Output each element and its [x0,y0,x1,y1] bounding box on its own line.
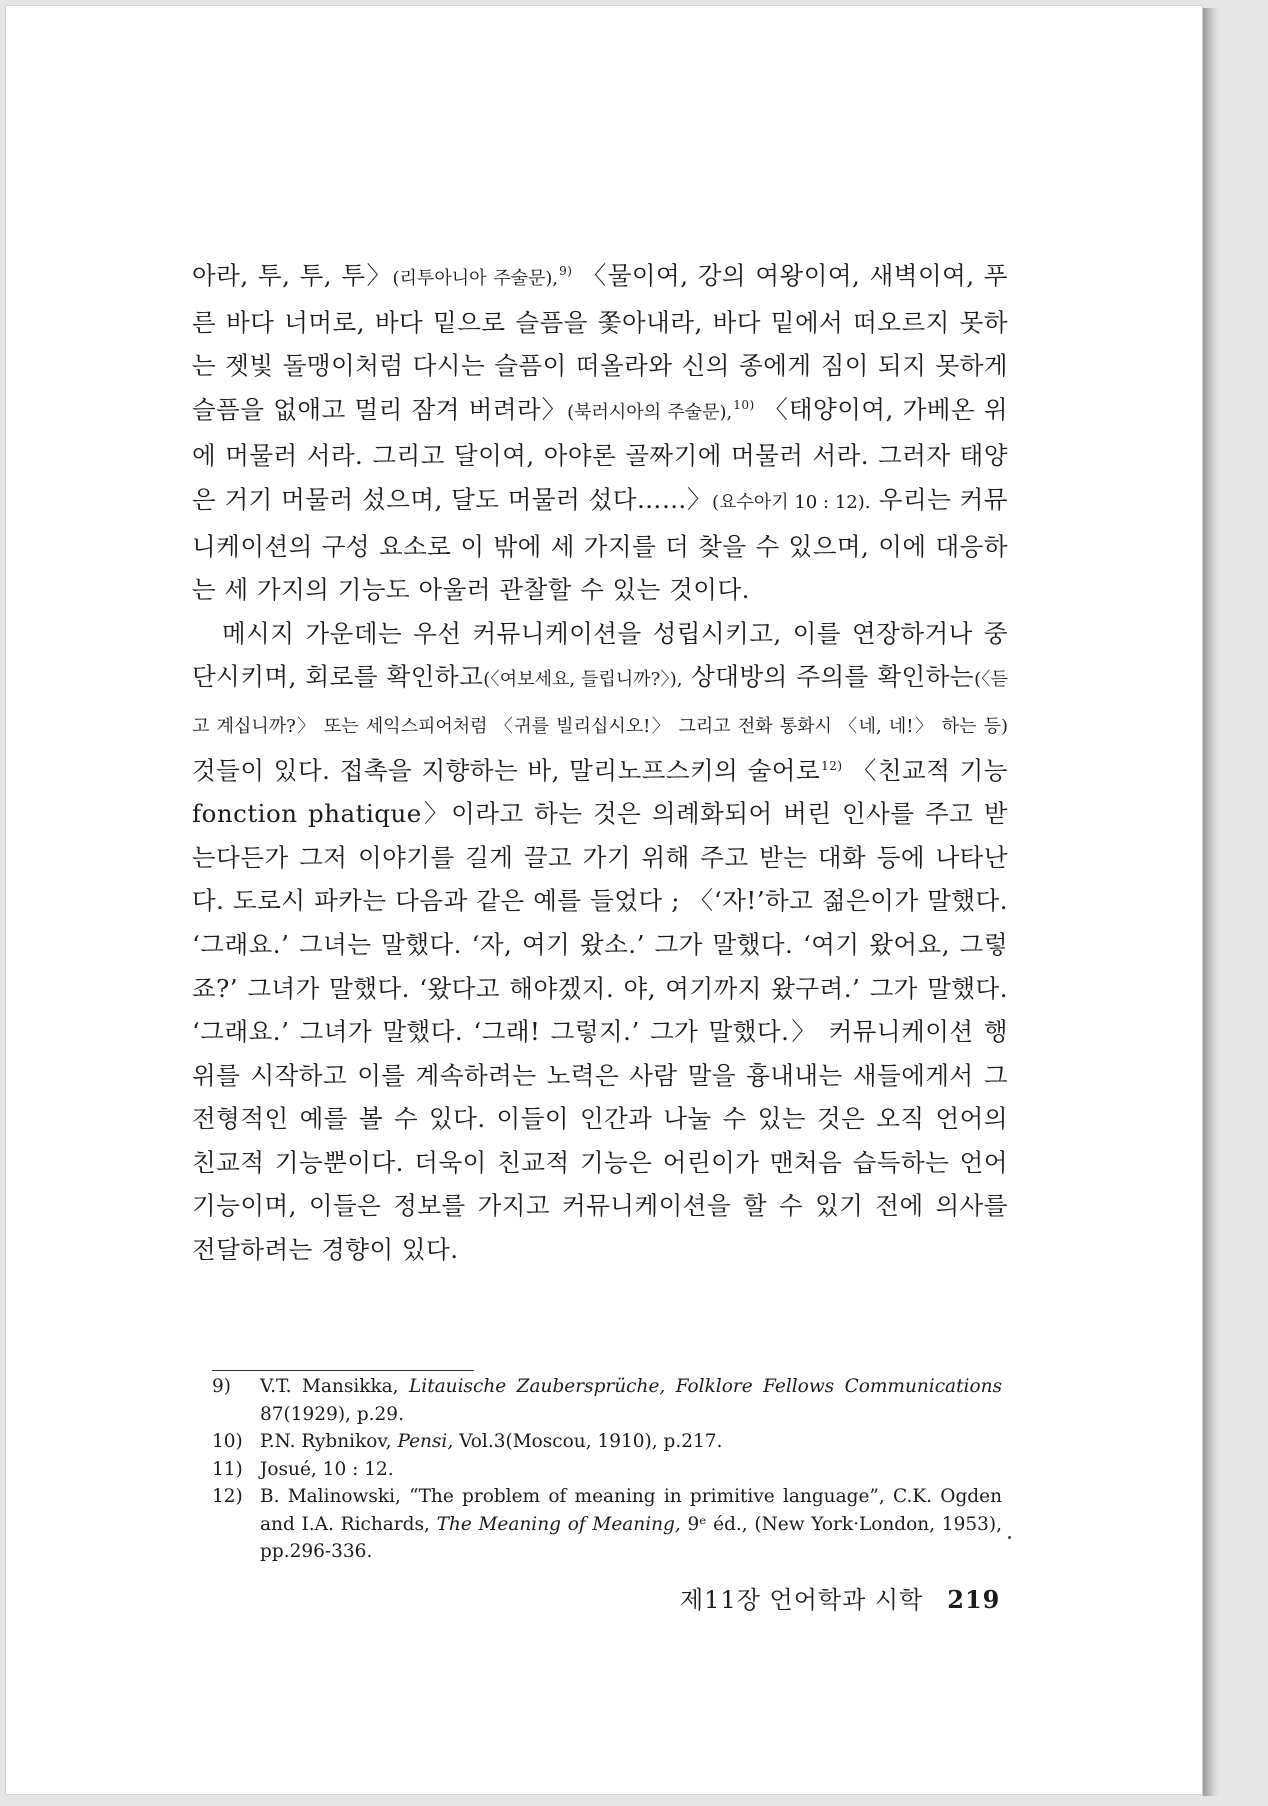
book-page [5,5,1203,1795]
footnote-ref: 10) [733,397,755,412]
text-run: P.N. Rybnikov, [260,1431,398,1452]
paragraph [192,254,1008,612]
footnote-text [260,1483,1002,1566]
footnote-text [260,1456,1002,1484]
footnote-item [212,1456,1002,1484]
inline-citation: (〈듣고 계십니까?〉 또는 세익스피어처럼 〈귀를 빌리십시오!〉 그리고 전화 통화시 〈네, 네!〉 하는 등) [192,669,1009,737]
italic-title: The Meaning of Meaning, [436,1513,681,1535]
inline-citation: (북러시아의 주술문), [567,401,733,423]
text-run: 〈친교적 기능 fonction phatique〉이라고 하는 것은 의례화되어 버린 인사를 주고 받는다든가 그저 이야기를 길게 끌고 가기 위해 주고 받는 대화 등에 나타난다. 도로시 파카는 다음과 같은 예를 들었다 ; 〈‘자!’하고 젊은이가 말했다. ‘그래요.’ 그녀는 말했다. ‘자, 여기 왔소.’ 그가 말했다. ‘여기 왔어요, 그렇죠?’ 그녀가 말했다. ‘왔다고 해야겠지. 야, 여기까지 왔구려.’ 그가 말했다. ‘그래요.’ 그녀가 말했다. ‘그래! 그렇지.’ 그가 말했다.〉 커뮤니케이션 행위를 시작하고 이를 계속하려는 노력은 사람 말을 흉내내는 새들에게서 그 전형적인 예를 볼 수 있다. 이들이 인간과 나눌 수 있는 것은 오직 언어의 친교적 기능뿐이다. 더욱이 친교적 기능은 어린이가 맨처음 습득하는 언어 기능이며, 이들은 정보를 가지고 커뮤니케이션을 할 수 있기 전에 의사를 전달하려는 경향이 있다. [192,755,1008,1265]
paragraph [192,612,1008,1272]
inline-citation: (요수아기 10 : 12). [712,491,871,513]
text-run: 아라, 투, 투, 투〉 [192,261,393,290]
footnote-item [212,1483,1002,1566]
text-run: 9ᵉ éd., (New York·London, 1953), pp.296-336. [260,1513,1002,1562]
text-run: 것들이 있다. 접촉을 지향하는 바, 말리노프스키의 술어로 [192,755,821,785]
page-number: 219 [947,1585,1001,1614]
footnote-item [212,1428,1002,1456]
text-run: 〈태양이여, 가베온 위에 머물러 서라. 그리고 달이여, 아야론 골짜기에 머물러 서라. 그러자 태양은 거기 머물러 섰으며, 달도 머물러 섰다……〉 [192,394,1008,514]
footnote-number: 9) [212,1376,231,1397]
chapter-title: 제11장 언어학과 시학 [680,1586,924,1614]
text-run: Vol.3(Moscou, 1910), p.217. [453,1431,723,1452]
footnote-text [260,1373,1002,1428]
text-run: 우리는 커뮤니케이션의 구성 요소로 이 밖에 세 가지를 더 찾을 수 있으며, 이에 대응하는 세 가지의 기능도 아울러 관찰할 수 있는 것이다. [192,484,1008,605]
footnote-text [260,1428,1002,1456]
footnote-ref: 12) [821,758,843,773]
italic-title: Litauische Zaubersprüche, Folklore Fellows Communications [409,1376,1002,1397]
footnote-ref: 9) [559,264,573,278]
footnote-item [212,1373,1002,1428]
footnotes [212,1373,1002,1566]
inline-citation: (〈여보세요, 들립니까?〉), [483,669,683,691]
text-run: 상대방의 주의를 확인하는 [682,662,975,692]
text-run: V.T. Mansikka, [260,1376,409,1397]
text-run: B. Malinowski, “The problem of meaning in primitive language”, C.K. Ogden and I.A. Richards, [260,1486,1002,1535]
text-run: Josué, 10 : 12. [260,1458,394,1480]
footnote-number: 12) [212,1486,243,1507]
page-edge-shadow [1203,8,1219,1796]
text-run: 〈물이여, 강의 여왕이여, 새벽이여, 푸른 바다 너머로, 바다 밑으로 슬픔을 쫓아내라, 바다 밑에서 떠오르지 못하는 젯빛 돌맹이처럼 다시는 슬픔이 떠올라와 신의 종에게 짐이 되지 못하게 슬픔을 없애고 멀리 잠겨 버려라〉 [192,261,1009,424]
inline-citation: (리투아니아 주술문), [392,268,559,289]
body-text [192,254,1008,1272]
page-footer [680,1580,1000,1615]
footnote-divider [212,1370,474,1371]
footnote-number: 11) [212,1458,243,1480]
italic-title: Pensi, [397,1431,454,1452]
text-run: 87(1929), p.29. [260,1403,404,1425]
text-run: 메시지 가운데는 우선 커뮤니케이션을 성립시키고, 이를 연장하거나 중단시키며, 회로를 확인하고 [192,618,1008,692]
footnote-number: 10) [212,1431,243,1452]
print-speck [1008,1536,1011,1539]
